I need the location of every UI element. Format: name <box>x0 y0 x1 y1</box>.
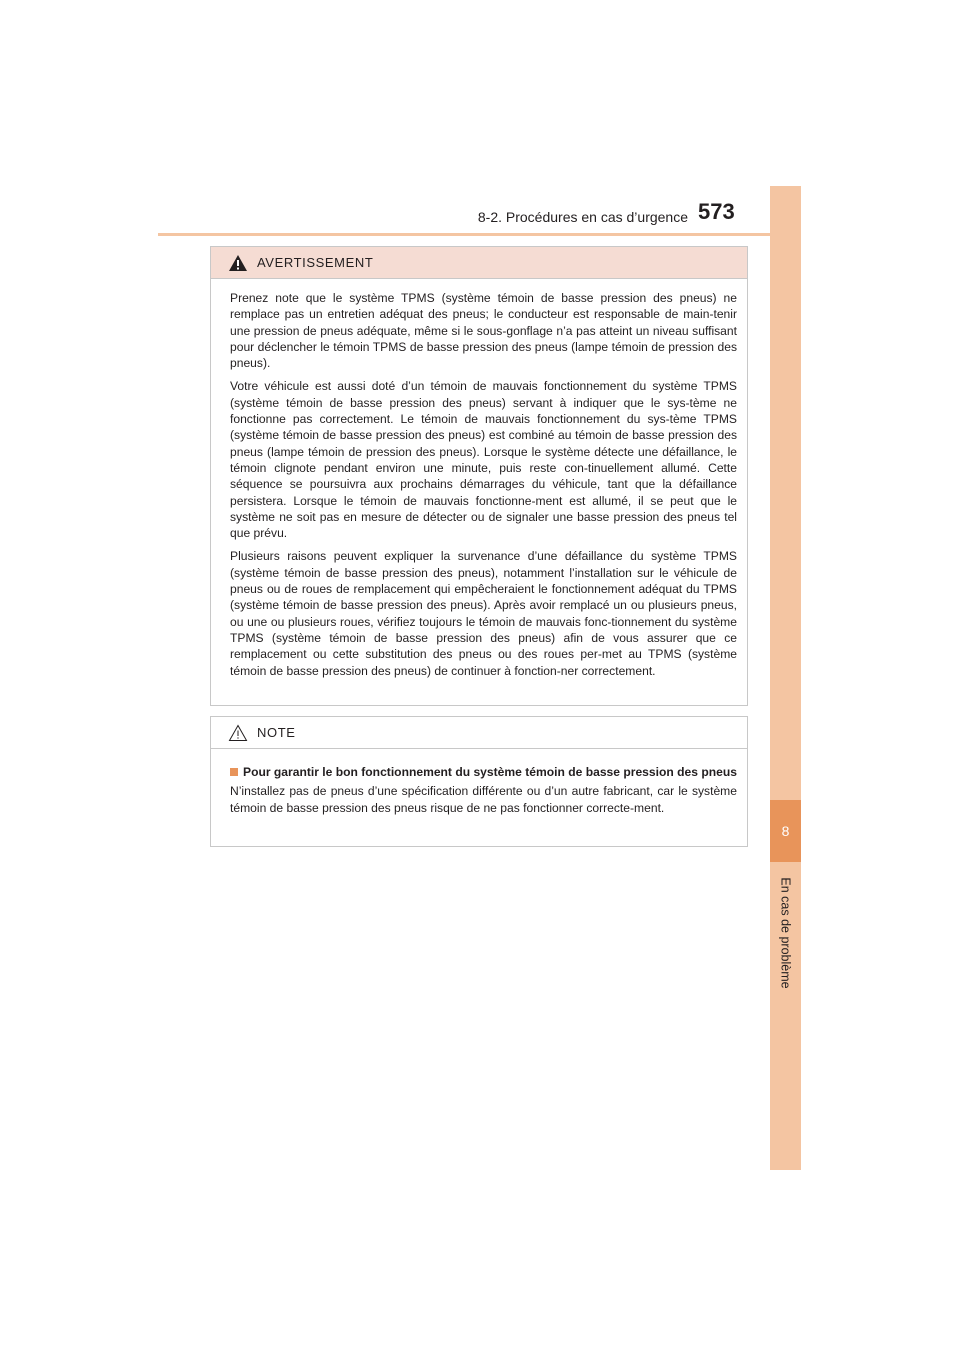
side-tab-strip <box>770 186 801 1170</box>
page-number: 573 <box>698 199 735 224</box>
square-bullet-icon <box>230 768 238 776</box>
warning-label: AVERTISSEMENT <box>257 255 374 270</box>
side-tab-chapter-label <box>770 870 801 996</box>
header-divider <box>158 233 800 236</box>
warning-paragraph: Plusieurs raisons peuvent expliquer la survenance d’une défaillance du système TPMS (système témoin de basse pression des pneus), notamment l’installation sur le véhicule de pneus ou de roues de remplacement qui empêcheraient le fonctionnement adéquat du TPMS (système témoin de basse pression des pneus). Après avoir remplacé un ou plusieurs pneus, ou une ou plusieurs roues, vérifiez toujours le témoin de mauvais fonc-tionnement du système TPMS (système témoin de basse pression des pneus) afin de vous assurer que ce remplacement ou cette substitution des pneus ou des roues per-met au TPMS (système témoin de basse pression des pneus) de continuer à fonction-ner correctement. <box>230 549 737 678</box>
note-header <box>211 717 747 749</box>
side-tab-chapter-number[interactable]: 8 <box>770 800 801 862</box>
note-label: NOTE <box>257 725 296 740</box>
warning-body <box>211 279 747 679</box>
warning-paragraph: Votre véhicule est aussi doté d’un témoin de mauvais fonctionnement du système TPMS (système témoin de basse pression des pneus) servant à indiquer que le sys-tème ne fonctionne pas correctement. Le témoin de mauvais fonctionnement du sys-tème TPMS (système témoin de basse pression des pneus) est combiné au témoin de basse pression des pneus (lampe témoin de pression des pneus). Lorsque le système détecte une défaillance, le témoin clignote pendant environ une minute, puis reste con-tinuellement allumé. Cette séquence se poursuivra aux prochains démarrages du véhicule, tant que la défaillance persistera. Lorsque le témoin de mauvais fonctionne-ment est allumé, il se peut que le système ne soit pas en mesure de détecter ou de signaler une basse pression des pneus tel que prévu. <box>230 379 737 541</box>
header-section-title: 8-2. Procédures en cas d’urgence <box>477 209 688 225</box>
note-text: N’installez pas de pneus d’une spécification différente ou d’un autre fabricant, car le système témoin de basse pression des pneus risque de ne pas fonctionner correcte-ment. <box>230 784 737 815</box>
note-heading-text: Pour garantir le bon fonctionnement du système témoin de basse pression des pneus <box>243 765 737 779</box>
warning-header <box>211 247 747 279</box>
warning-triangle-filled-icon <box>228 254 248 272</box>
warning-box <box>210 246 748 706</box>
chapter-label-text: En cas de problème <box>778 877 793 989</box>
note-body <box>211 749 747 816</box>
warning-paragraph: Prenez note que le système TPMS (système témoin de basse pression des pneus) ne remplace pas un entretien adéquat des pneus; le conducteur est responsable de main-tenir une pression de pneus adéquate, même si le sous-gonflage n’a pas atteint un niveau suffisant pour déclencher le témoin TPMS de basse pression des pneus (lampe témoin de pression des pneus). <box>230 291 737 371</box>
note-box <box>210 716 748 847</box>
note-heading <box>230 764 737 780</box>
warning-triangle-outline-icon <box>228 724 248 742</box>
